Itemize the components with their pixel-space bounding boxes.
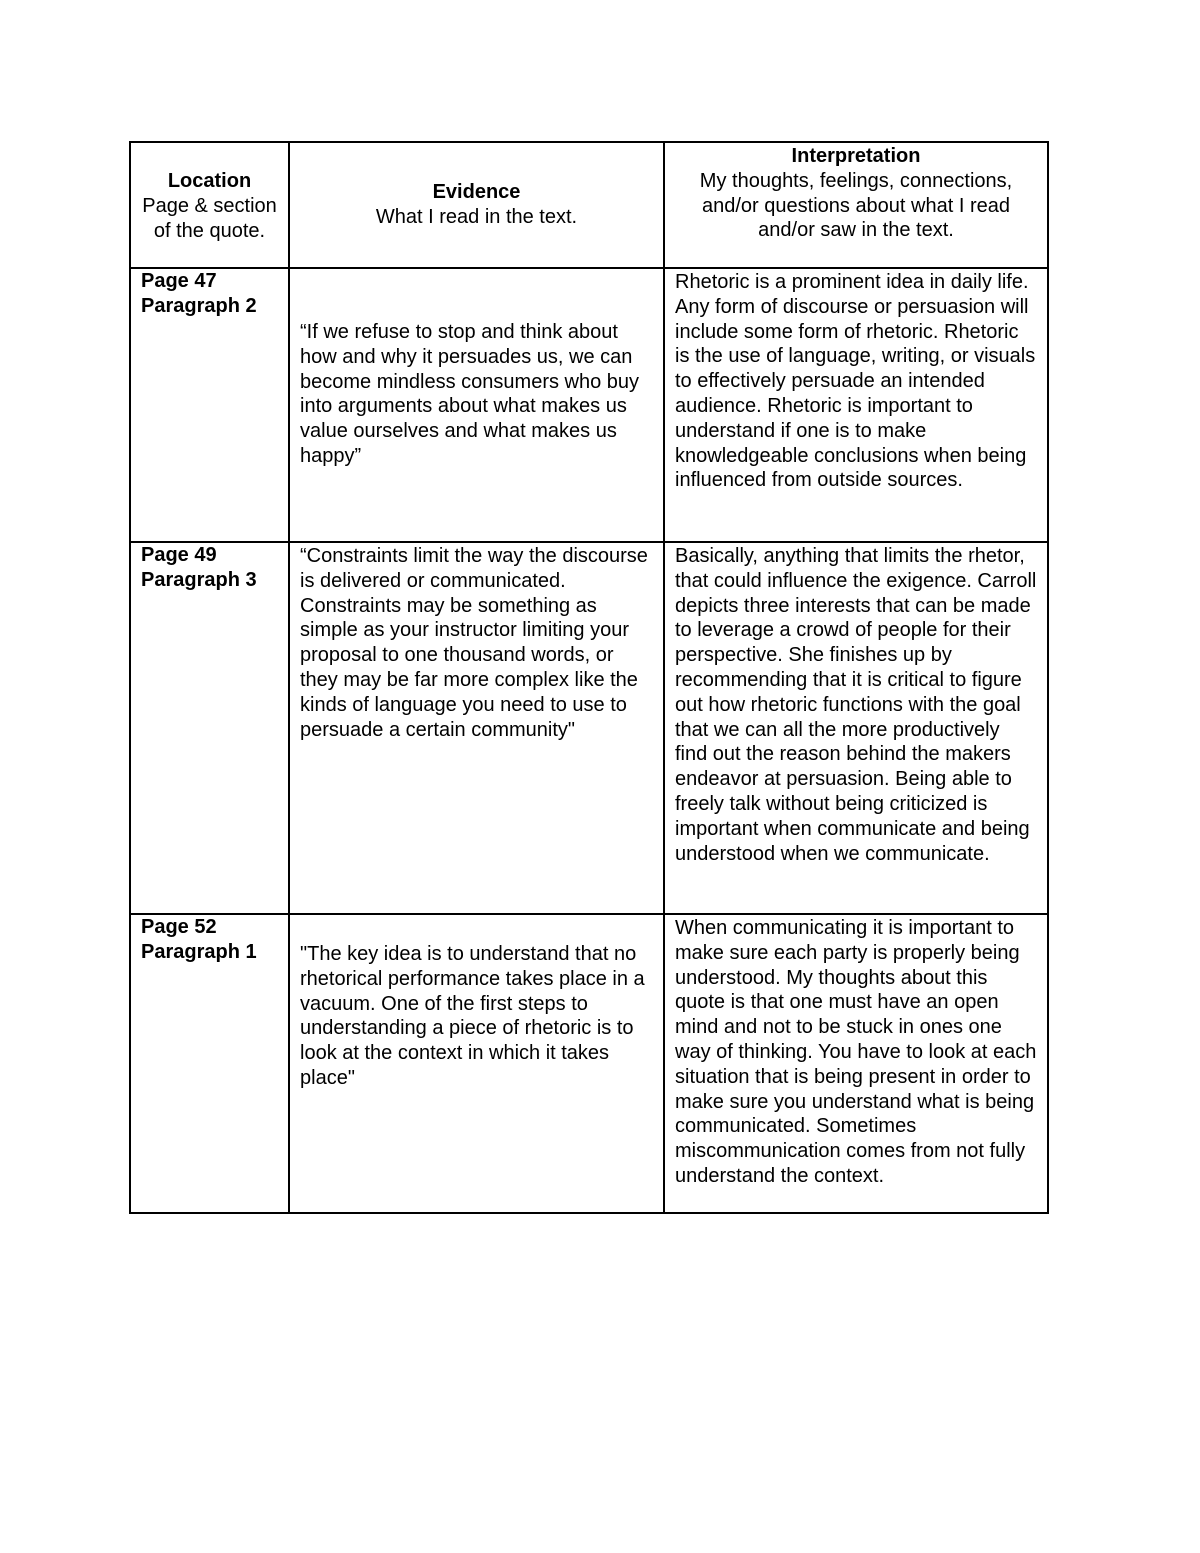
header-location-title: Location [167, 170, 252, 192]
header-interpretation-subtitle: My thoughts, feelings, connections, and/or questions about what I read and/or saw in the text. [699, 169, 1013, 242]
location-page: Page 49 [141, 544, 217, 566]
evidence-cell [289, 914, 664, 1213]
table-header-row [130, 142, 1048, 268]
location-cell [130, 542, 289, 914]
evidence-quote: "The key idea is to understand that no rhetorical performance takes place in a vacuum. One of the first steps to understanding a piece of rhetoric is to look at the context in which it takes place" [300, 943, 645, 1089]
header-evidence [289, 142, 664, 268]
reading-log-table [129, 141, 1049, 1214]
location-cell [130, 268, 289, 542]
interpretation-text: When communicating it is important to make sure each party is properly being understood. My thoughts about this quote is that one must have an open mind and not to be stuck in ones one way of thinking. You have to look at each situation that is being present in order to make sure you understand what is being communicated. Sometimes miscommunication comes from not fully understand the context. [675, 917, 1037, 1187]
interpretation-cell [664, 914, 1048, 1213]
location-paragraph: Paragraph 1 [141, 940, 257, 963]
interpretation-cell [664, 268, 1048, 542]
header-interpretation [664, 142, 1048, 268]
location-page: Page 52 [141, 916, 217, 938]
evidence-quote: “If we refuse to stop and think about how and why it persuades us, we can become mindless consumers who buy into arguments about what makes us value ourselves and what makes us happy” [300, 321, 640, 467]
header-interpretation-title: Interpretation [791, 145, 921, 167]
location-paragraph: Paragraph 2 [141, 294, 257, 317]
table-row [130, 542, 1048, 914]
header-evidence-subtitle: What I read in the text. [375, 205, 578, 228]
evidence-cell [289, 542, 664, 914]
evidence-quote: “Constraints limit the way the discourse is delivered or communicated. Constraints may be something as simple as your instructor limiting your proposal to one thousand words, or they may be far more complex like the kinds of language you need to use to persuade a certain community" [300, 545, 648, 741]
interpretation-text: Rhetoric is a prominent idea in daily life. Any form of discourse or persuasion will include some form of rhetoric. Rhetoric is the use of language, writing, or visuals to effectively persuade an intended audience. Rhetoric is important to understand if one is to make knowledgeable conclusions when being influenced from outside sources. [675, 271, 1036, 492]
table-row [130, 914, 1048, 1213]
table-row [130, 268, 1048, 542]
location-cell [130, 914, 289, 1213]
evidence-cell [289, 268, 664, 542]
header-evidence-title: Evidence [432, 181, 521, 203]
location-paragraph: Paragraph 3 [141, 568, 257, 591]
location-page: Page 47 [141, 270, 217, 292]
interpretation-text: Basically, anything that limits the rhetor, that could influence the exigence. Carroll depicts three interests that can be made to leverage a crowd of people for their perspective. She finishes up by recommending that it is critical to figure out how rhetoric functions with the goal that we can all the more productively find out the reason behind the makers endeavor at persuasion. Being able to freely talk without being criticized is important when communicate and being understood when we communicate. [675, 545, 1037, 865]
header-location [130, 142, 289, 268]
interpretation-cell [664, 542, 1048, 914]
header-location-subtitle: Page & section of the quote. [142, 194, 277, 242]
